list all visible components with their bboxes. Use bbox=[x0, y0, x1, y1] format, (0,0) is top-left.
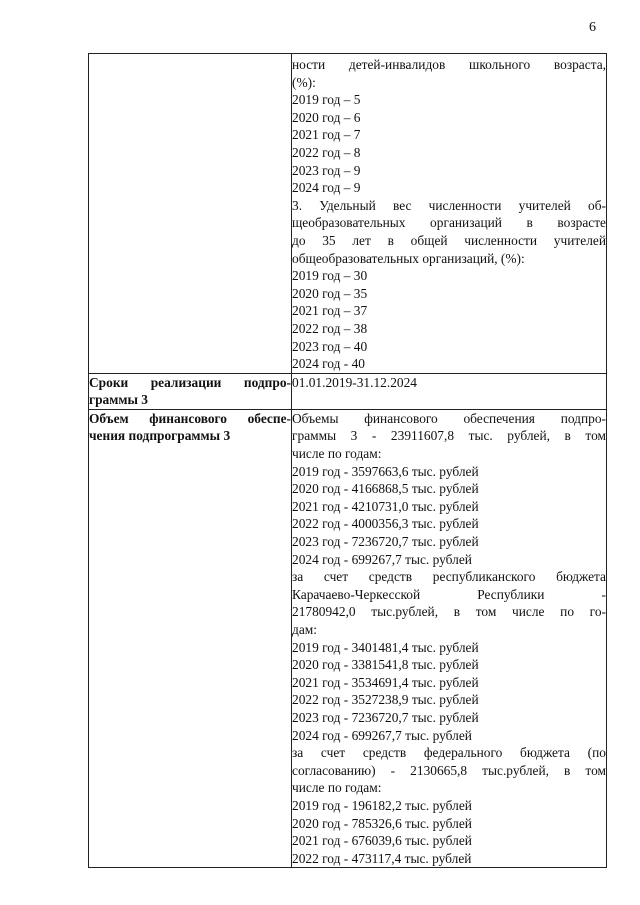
content-line: 2022 год - 3527238,9 тыс. рублей bbox=[292, 692, 479, 708]
content-line: 2020 год - 3381541,8 тыс. рублей bbox=[292, 657, 479, 673]
content-line: Объемы финансового обеспечения подпро- bbox=[292, 410, 606, 426]
content-line: 2020 год - 4166868,5 тыс. рублей bbox=[292, 481, 479, 497]
content-line: 2022 год - 473117,4 тыс. рублей bbox=[292, 850, 472, 866]
content-line: 2024 год – 9 bbox=[292, 180, 361, 196]
content-line: Карачаево-Черкесской Республики - bbox=[292, 586, 606, 602]
content-line: общеобразовательных организаций, (%): bbox=[292, 250, 525, 266]
content-line: 01.01.2019-31.12.2024 bbox=[292, 374, 417, 390]
content-line: 2020 год - 785326,6 тыс. рублей bbox=[292, 815, 472, 831]
content-line: 2022 год - 4000356,3 тыс. рублей bbox=[292, 516, 479, 532]
financing-content-cell bbox=[292, 409, 607, 867]
content-line: 2022 год – 8 bbox=[292, 144, 361, 160]
content-line: 2024 год - 699267,7 тыс. рублей bbox=[292, 551, 472, 567]
content-line: ности детей-инвалидов школьного возраста, bbox=[292, 57, 606, 72]
label-line: чения подпрограммы 3 bbox=[89, 428, 231, 444]
content-line: 2021 год - 676039,6 тыс. рублей bbox=[292, 833, 472, 849]
content-line: щеобразовательных организаций в возрасте bbox=[292, 215, 606, 231]
content-line: 2023 год – 40 bbox=[292, 338, 368, 354]
content-line: 2021 год – 37 bbox=[292, 303, 368, 319]
period-content-cell bbox=[292, 373, 607, 409]
content-line: 2019 год - 3401481,4 тыс. рублей bbox=[292, 639, 479, 655]
content-line: 2023 год – 9 bbox=[292, 162, 361, 178]
subprogram-passport-table bbox=[88, 53, 607, 868]
content-line: за счет средств республиканского бюджета bbox=[292, 569, 606, 585]
content-line: 2024 год - 699267,7 тыс. рублей bbox=[292, 727, 472, 743]
table-row-indicators bbox=[89, 54, 607, 374]
content-line: 2020 год – 6 bbox=[292, 109, 361, 125]
content-line: 2019 год - 196182,2 тыс. рублей bbox=[292, 797, 472, 813]
content-line: 2020 год – 35 bbox=[292, 285, 368, 301]
content-line: (%): bbox=[292, 74, 316, 90]
content-line: 2019 год – 5 bbox=[292, 92, 361, 108]
table-row-financing bbox=[89, 409, 607, 867]
content-line: за счет средств федерального бюджета (по bbox=[292, 745, 606, 761]
content-line: до 35 лет в общей численности учителей bbox=[292, 232, 606, 248]
indicators-label-cell bbox=[89, 54, 292, 374]
content-line: 2024 год - 40 bbox=[292, 356, 365, 372]
table-row-period bbox=[89, 373, 607, 409]
content-line: 2021 год – 7 bbox=[292, 127, 361, 143]
content-line: граммы 3 - 23911607,8 тыс. рублей, в том bbox=[292, 428, 606, 444]
page-number: 6 bbox=[589, 20, 596, 35]
label-line: Сроки реализации подпро- bbox=[89, 374, 291, 390]
content-line: 2023 год - 7236720,7 тыс. рублей bbox=[292, 709, 479, 725]
label-line: Объем финансового обеспе- bbox=[89, 410, 291, 426]
content-line: числе по годам: bbox=[292, 780, 382, 796]
financing-label-cell bbox=[89, 409, 292, 867]
content-line: 2019 год – 30 bbox=[292, 268, 368, 284]
period-label-cell bbox=[89, 373, 292, 409]
label-line: граммы 3 bbox=[89, 392, 148, 408]
content-line: 3. Удельный вес численности учителей об- bbox=[292, 197, 606, 213]
content-line: 2019 год - 3597663,6 тыс. рублей bbox=[292, 463, 479, 479]
content-line: 2021 год - 4210731,0 тыс. рублей bbox=[292, 498, 479, 514]
content-line: 2023 год - 7236720,7 тыс. рублей bbox=[292, 534, 479, 550]
indicators-content-cell bbox=[292, 54, 607, 374]
content-line: дам: bbox=[292, 622, 317, 637]
content-line: 2021 год - 3534691,4 тыс. рублей bbox=[292, 674, 479, 690]
content-line: согласованию) - 2130665,8 тыс.рублей, в том bbox=[292, 762, 606, 778]
content-line: 21780942,0 тыс.рублей, в том числе по го- bbox=[292, 604, 606, 620]
content-line: 2022 год – 38 bbox=[292, 320, 368, 336]
content-line: числе по годам: bbox=[292, 446, 382, 462]
